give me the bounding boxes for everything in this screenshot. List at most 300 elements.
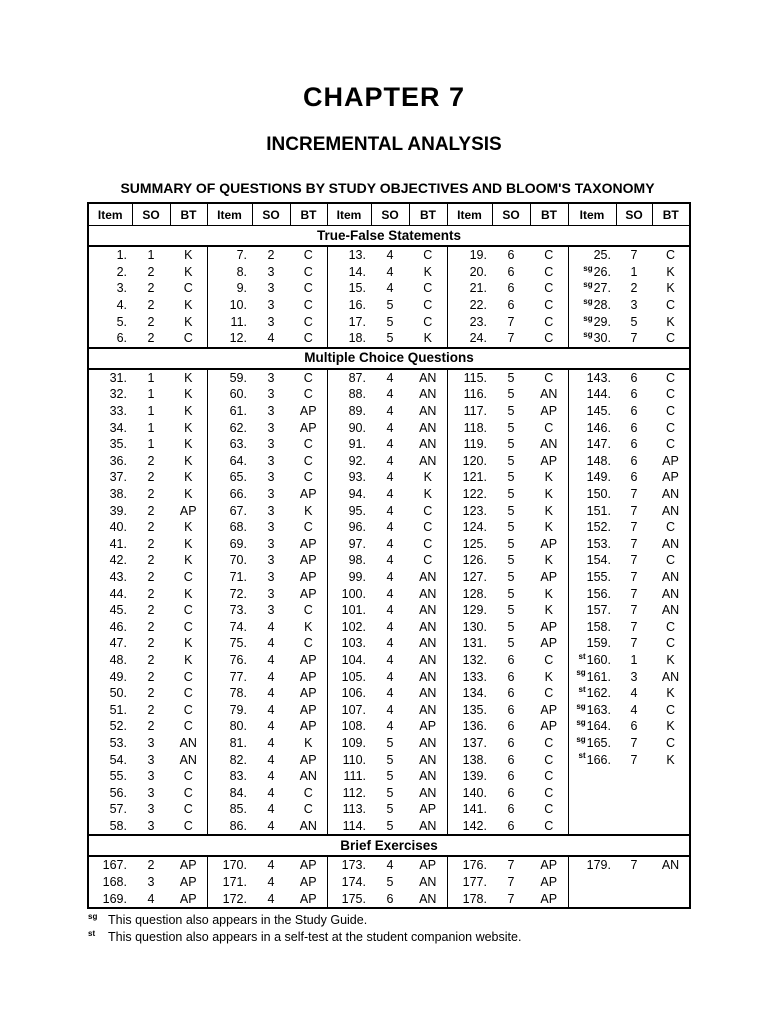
item-cell: 152. <box>586 520 611 535</box>
item-cell: 49. <box>109 669 127 684</box>
bt-cell: AP <box>530 569 568 586</box>
so-cell: 4 <box>386 248 394 263</box>
item-cell: 167. <box>102 858 127 873</box>
item-cell: 125. <box>462 536 487 551</box>
footnote-marker: st <box>578 751 586 761</box>
bt-cell: C <box>665 248 676 263</box>
bt-cell: AP <box>530 618 568 635</box>
so-cell: 3 <box>267 420 275 435</box>
item-cell <box>568 701 616 718</box>
bt-cell: AN <box>409 618 447 635</box>
so-cell: 5 <box>386 298 394 313</box>
item-cell: 3. <box>116 281 127 296</box>
so-cell: 2 <box>630 281 638 296</box>
bt-cell: K <box>666 652 675 667</box>
item-cell: 84. <box>229 785 247 800</box>
so-cell: 1 <box>147 420 155 435</box>
item-cell: 60. <box>229 387 247 402</box>
item-cell: 7. <box>236 248 247 263</box>
item-cell: 119. <box>463 437 487 452</box>
bt-cell: C <box>290 313 327 330</box>
item-cell: 69. <box>229 536 247 551</box>
bt-cell: C <box>530 751 568 768</box>
so-cell: 6 <box>630 404 638 419</box>
bt-cell: AP <box>290 874 327 891</box>
bt-cell: AN <box>530 436 568 453</box>
bt-cell: AN <box>409 874 447 891</box>
so-cell: 3 <box>147 752 155 767</box>
so-cell: 4 <box>386 370 394 385</box>
so-cell: 3 <box>147 769 155 784</box>
item-cell: 44. <box>109 586 127 601</box>
item-number: 161. <box>586 669 611 684</box>
table-row <box>88 635 690 652</box>
item-number: 28. <box>593 298 611 313</box>
bt-cell: AP <box>530 453 568 470</box>
so-cell: 4 <box>267 858 275 873</box>
item-cell: 112. <box>342 785 366 800</box>
bt-cell: AP <box>290 585 327 602</box>
column-header: SO <box>252 203 290 226</box>
item-cell: 157. <box>586 603 611 618</box>
bt-cell: AN <box>409 735 447 752</box>
item-cell: 140. <box>462 785 487 800</box>
table-row <box>88 369 690 387</box>
so-cell: 4 <box>386 470 394 485</box>
bt-cell: C <box>530 419 568 436</box>
bt-cell: C <box>290 369 327 387</box>
bt-cell: AP <box>530 635 568 652</box>
item-cell: 14. <box>348 264 366 279</box>
item-cell <box>568 818 616 836</box>
item-cell: 148. <box>586 453 611 468</box>
so-cell: 4 <box>267 669 275 684</box>
item-cell: 18. <box>348 331 366 346</box>
so-cell: 7 <box>630 331 638 346</box>
section-title: Multiple Choice Questions <box>88 348 690 369</box>
bt-cell: C <box>665 404 676 419</box>
footnote-mark: sg <box>88 912 98 921</box>
bt-cell: K <box>290 502 327 519</box>
item-cell: 105. <box>341 669 366 684</box>
bt-cell <box>652 801 690 818</box>
so-cell: 7 <box>630 569 638 584</box>
bt-cell: C <box>290 784 327 801</box>
item-cell: 12. <box>229 331 247 346</box>
bt-cell: C <box>530 297 568 314</box>
so-cell: 4 <box>386 281 394 296</box>
bt-cell: C <box>170 330 207 348</box>
footnote-marker: sg <box>583 280 593 290</box>
item-number: 166. <box>586 752 611 767</box>
table-row <box>88 668 690 685</box>
item-cell: 48. <box>109 652 127 667</box>
item-cell: 107. <box>341 702 366 717</box>
item-cell: 94. <box>348 487 366 502</box>
table-row <box>88 801 690 818</box>
bt-cell: C <box>170 668 207 685</box>
bt-cell: C <box>530 369 568 387</box>
footnote-text: This question also appears in the Study Guide. <box>108 913 368 928</box>
bt-cell: C <box>665 331 676 346</box>
item-number: 160. <box>586 652 611 667</box>
bt-cell: AN <box>170 735 207 752</box>
bt-cell: AN <box>290 768 327 785</box>
table-row <box>88 436 690 453</box>
bt-cell: C <box>170 701 207 718</box>
so-cell: 4 <box>386 420 394 435</box>
bt-cell: AP <box>290 701 327 718</box>
bt-cell: AN <box>409 784 447 801</box>
bt-cell: K <box>530 668 568 685</box>
so-cell: 7 <box>507 331 515 346</box>
bt-cell: C <box>170 602 207 619</box>
table-row <box>88 784 690 801</box>
bt-cell: C <box>530 735 568 752</box>
so-cell: 2 <box>147 652 155 667</box>
bt-cell: AN <box>409 768 447 785</box>
item-cell: 57. <box>109 802 127 817</box>
so-cell: 4 <box>147 891 155 906</box>
so-cell: 5 <box>386 314 394 329</box>
so-cell: 2 <box>147 569 155 584</box>
column-header: BT <box>290 203 327 226</box>
so-cell: 1 <box>147 248 155 263</box>
so-cell: 5 <box>507 503 515 518</box>
so-cell: 5 <box>507 420 515 435</box>
so-cell: 7 <box>507 314 515 329</box>
so-cell: 5 <box>507 536 515 551</box>
bt-cell: C <box>290 469 327 486</box>
bt-cell: C <box>665 702 676 717</box>
so-cell: 7 <box>507 858 515 873</box>
so-cell: 5 <box>386 752 394 767</box>
so-cell: 3 <box>630 298 638 313</box>
so-cell: 2 <box>147 298 155 313</box>
bt-cell: C <box>409 519 447 536</box>
so-cell: 4 <box>386 652 394 667</box>
bt-cell: C <box>290 386 327 403</box>
bt-cell: AN <box>530 386 568 403</box>
item-cell: 46. <box>109 619 127 634</box>
bt-cell: K <box>170 246 207 264</box>
item-cell <box>568 313 616 330</box>
item-cell: 42. <box>109 553 127 568</box>
so-cell: 4 <box>267 891 275 906</box>
item-cell: 144. <box>586 387 611 402</box>
bt-cell: K <box>170 635 207 652</box>
bt-cell: K <box>530 585 568 602</box>
bt-cell: AP <box>290 652 327 669</box>
so-cell: 2 <box>147 636 155 651</box>
so-cell: 5 <box>386 769 394 784</box>
bt-cell: C <box>170 818 207 836</box>
so-cell: 2 <box>147 503 155 518</box>
bt-cell: AN <box>409 751 447 768</box>
bt-cell: C <box>170 768 207 785</box>
table-row <box>88 264 690 281</box>
so-cell: 2 <box>147 719 155 734</box>
bt-cell: K <box>666 752 675 767</box>
section-title: True-False Statements <box>88 226 690 247</box>
so-cell: 3 <box>267 264 275 279</box>
so-cell: 5 <box>507 470 515 485</box>
bt-cell: AP <box>409 856 447 874</box>
so-cell: 5 <box>507 619 515 634</box>
so-cell: 3 <box>267 520 275 535</box>
bt-cell: AN <box>409 453 447 470</box>
item-cell: 141. <box>462 802 487 817</box>
item-cell: 151. <box>586 503 611 518</box>
item-cell: 87. <box>348 370 366 385</box>
so-cell: 4 <box>386 453 394 468</box>
so-cell: 2 <box>147 487 155 502</box>
bt-cell: AN <box>661 858 680 873</box>
bt-cell: C <box>290 635 327 652</box>
bt-cell: K <box>170 519 207 536</box>
table-row <box>88 569 690 586</box>
bt-cell: K <box>666 264 675 279</box>
bt-cell: K <box>170 297 207 314</box>
item-cell: 124. <box>462 520 487 535</box>
bt-cell: AN <box>661 603 680 618</box>
so-cell: 5 <box>386 785 394 800</box>
item-cell <box>568 652 616 669</box>
so-cell: 4 <box>267 619 275 634</box>
so-cell: 3 <box>267 586 275 601</box>
item-cell: 56. <box>109 785 127 800</box>
item-cell: 137. <box>462 735 487 750</box>
bt-cell: C <box>290 519 327 536</box>
so-cell: 3 <box>147 802 155 817</box>
item-cell: 77. <box>229 669 247 684</box>
bt-cell: AN <box>409 403 447 420</box>
so-cell: 7 <box>630 248 638 263</box>
so-cell: 6 <box>630 719 638 734</box>
item-cell: 80. <box>229 719 247 734</box>
so-cell: 5 <box>507 520 515 535</box>
so-cell: 6 <box>507 719 515 734</box>
so-cell: 1 <box>147 437 155 452</box>
bt-cell: C <box>170 784 207 801</box>
so-cell: 5 <box>507 636 515 651</box>
item-cell: 78. <box>229 686 247 701</box>
so-cell: 4 <box>386 404 394 419</box>
footnote-marker: sg <box>576 734 586 744</box>
bt-cell: C <box>290 264 327 281</box>
item-cell: 103. <box>341 636 366 651</box>
item-cell: 90. <box>348 420 366 435</box>
table-row <box>88 890 690 908</box>
item-cell: 126. <box>462 553 487 568</box>
column-header: SO <box>492 203 530 226</box>
bt-cell: C <box>290 436 327 453</box>
item-cell: 59. <box>229 370 247 385</box>
bt-cell: AP <box>170 856 207 874</box>
bt-cell: C <box>665 553 676 568</box>
item-cell: 173. <box>341 858 366 873</box>
so-cell: 5 <box>507 553 515 568</box>
so-cell <box>616 784 652 801</box>
item-cell: 21. <box>469 281 487 296</box>
item-cell: 89. <box>348 404 366 419</box>
footnote-text: This question also appears in a self-test at the student companion website. <box>108 930 522 945</box>
so-cell: 2 <box>147 686 155 701</box>
item-cell: 128. <box>462 586 487 601</box>
table-row <box>88 768 690 785</box>
item-cell: 135. <box>462 702 487 717</box>
bt-cell: C <box>530 784 568 801</box>
so-cell: 6 <box>507 281 515 296</box>
item-cell: 99. <box>348 569 366 584</box>
item-cell: 98. <box>348 553 366 568</box>
item-cell: 65. <box>229 470 247 485</box>
bt-cell: C <box>170 569 207 586</box>
so-cell: 4 <box>386 520 394 535</box>
item-cell: 122. <box>462 487 487 502</box>
so-cell: 5 <box>507 437 515 452</box>
item-cell: 76. <box>229 652 247 667</box>
item-cell: 34. <box>109 420 127 435</box>
item-cell: 13. <box>348 248 366 263</box>
bt-cell: C <box>290 280 327 297</box>
item-cell <box>568 784 616 801</box>
item-cell: 153. <box>586 536 611 551</box>
item-cell: 81. <box>229 735 247 750</box>
bt-cell: K <box>170 585 207 602</box>
table-row <box>88 246 690 264</box>
column-header: BT <box>409 203 447 226</box>
so-cell <box>616 874 652 891</box>
so-cell: 2 <box>147 858 155 873</box>
summary-table <box>87 202 691 909</box>
item-cell: 32. <box>109 387 127 402</box>
so-cell: 3 <box>267 453 275 468</box>
so-cell: 6 <box>507 769 515 784</box>
bt-cell: K <box>530 502 568 519</box>
bt-cell: AP <box>290 751 327 768</box>
item-cell: 133. <box>462 669 487 684</box>
so-cell: 4 <box>386 553 394 568</box>
item-cell: 86. <box>229 818 247 833</box>
so-cell: 3 <box>267 569 275 584</box>
bt-cell: AP <box>530 890 568 908</box>
item-cell: 75. <box>229 636 247 651</box>
table-row <box>88 685 690 702</box>
bt-cell: K <box>170 264 207 281</box>
bt-cell: AP <box>662 453 679 468</box>
so-cell: 4 <box>386 437 394 452</box>
table-row <box>88 330 690 348</box>
so-cell: 2 <box>147 586 155 601</box>
item-cell: 93. <box>348 470 366 485</box>
so-cell: 6 <box>507 735 515 750</box>
so-cell: 4 <box>386 619 394 634</box>
bt-cell: AP <box>409 801 447 818</box>
bt-cell <box>652 784 690 801</box>
so-cell: 4 <box>386 636 394 651</box>
item-cell: 117. <box>463 404 487 419</box>
item-cell: 58. <box>109 818 127 833</box>
so-cell: 6 <box>630 437 638 452</box>
bt-cell: C <box>409 297 447 314</box>
item-cell: 95. <box>348 503 366 518</box>
item-cell: 142. <box>462 818 487 833</box>
bt-cell: AN <box>661 569 680 584</box>
table-row <box>88 280 690 297</box>
bt-cell: C <box>665 387 676 402</box>
item-cell: 25. <box>593 248 611 263</box>
column-header: SO <box>616 203 652 226</box>
column-header: Item <box>568 203 616 226</box>
item-cell: 70. <box>229 553 247 568</box>
bt-cell: AP <box>290 486 327 503</box>
item-cell: 16. <box>348 298 366 313</box>
item-cell: 17. <box>348 314 366 329</box>
so-cell: 2 <box>267 248 275 263</box>
so-cell: 2 <box>147 702 155 717</box>
so-cell: 5 <box>507 404 515 419</box>
so-cell: 7 <box>630 858 638 873</box>
bt-cell: K <box>530 519 568 536</box>
item-cell: 82. <box>229 752 247 767</box>
bt-cell: AP <box>290 536 327 553</box>
table-row <box>88 718 690 735</box>
item-number: 165. <box>586 735 611 750</box>
item-cell: 36. <box>109 453 127 468</box>
bt-cell: AN <box>409 436 447 453</box>
item-cell: 63. <box>229 437 247 452</box>
footnote-marker: st <box>578 684 586 694</box>
bt-cell: C <box>530 264 568 281</box>
item-cell: 88. <box>348 387 366 402</box>
bt-cell: C <box>530 280 568 297</box>
bt-cell: AN <box>409 386 447 403</box>
bt-cell: K <box>170 536 207 553</box>
so-cell: 4 <box>267 702 275 717</box>
so-cell: 4 <box>386 719 394 734</box>
table-row <box>88 751 690 768</box>
bt-cell: AN <box>409 652 447 669</box>
item-cell: 61. <box>229 404 247 419</box>
bt-cell: C <box>409 552 447 569</box>
item-number: 26. <box>593 264 611 279</box>
so-cell: 5 <box>507 569 515 584</box>
so-cell: 7 <box>630 503 638 518</box>
so-cell: 1 <box>147 370 155 385</box>
bt-cell: C <box>665 370 676 385</box>
so-cell: 7 <box>630 603 638 618</box>
item-cell <box>568 768 616 785</box>
bt-cell: C <box>290 330 327 348</box>
so-cell: 5 <box>507 586 515 601</box>
item-cell: 72. <box>229 586 247 601</box>
bt-cell: C <box>665 636 676 651</box>
so-cell: 6 <box>630 420 638 435</box>
so-cell: 3 <box>267 298 275 313</box>
so-cell: 3 <box>267 281 275 296</box>
item-cell: 143. <box>586 370 611 385</box>
so-cell: 6 <box>507 702 515 717</box>
bt-cell: K <box>170 652 207 669</box>
item-cell: 54. <box>109 752 127 767</box>
bt-cell: AP <box>290 856 327 874</box>
bt-cell: AP <box>290 890 327 908</box>
bt-cell: K <box>170 469 207 486</box>
so-cell: 4 <box>267 719 275 734</box>
bt-cell: AN <box>661 536 680 551</box>
item-cell: 178. <box>462 891 487 906</box>
